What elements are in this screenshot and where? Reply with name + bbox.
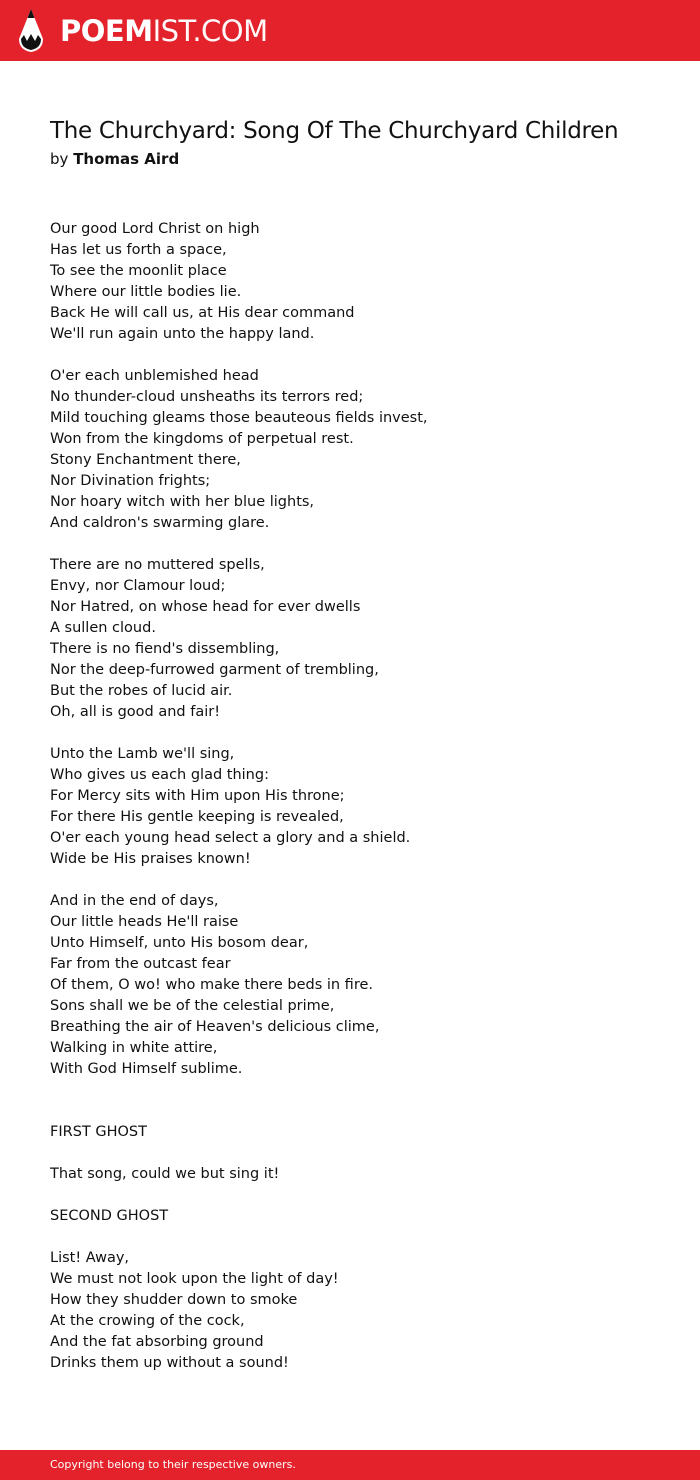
poem-stanza xyxy=(50,1164,670,1185)
poem-line: And the fat absorbing ground xyxy=(50,1334,264,1350)
poem-line: Walking in white attire, xyxy=(50,1040,218,1056)
poem-byline xyxy=(50,148,179,170)
poem-line: Has let us forth a space, xyxy=(50,242,227,258)
poem-line: Of them, O wo! who make there beds in fire. xyxy=(50,977,373,993)
poem-line: A sullen cloud. xyxy=(50,620,156,636)
poem-line: O'er each young head select a glory and a shield. xyxy=(50,830,411,846)
poem-line: And caldron's swarming glare. xyxy=(50,515,270,531)
poem-stanza xyxy=(50,1122,670,1143)
poem-line: No thunder-cloud unsheaths its terrors red; xyxy=(50,389,364,405)
stanza-gap xyxy=(50,1080,670,1101)
site-logo-text xyxy=(60,13,268,48)
poem-line: Nor Hatred, on whose head for ever dwells xyxy=(50,599,361,615)
poem-line: There are no muttered spells, xyxy=(50,557,265,573)
stanza-gap xyxy=(50,723,670,744)
poem-line: We must not look upon the light of day! xyxy=(50,1271,339,1287)
copyright-text: Copyright belong to their respective owners. xyxy=(50,1458,296,1471)
poem-stanza xyxy=(50,744,670,870)
stanza-gap xyxy=(50,1227,670,1248)
poem-line: With God Himself sublime. xyxy=(50,1061,243,1077)
poem-stanza xyxy=(50,366,670,534)
poem-line: For there His gentle keeping is revealed, xyxy=(50,809,344,825)
pencil-logo-icon xyxy=(16,8,46,54)
poem-line: How they shudder down to smoke xyxy=(50,1292,298,1308)
byline-prefix: by xyxy=(50,150,69,168)
poem-line: Oh, all is good and fair! xyxy=(50,704,221,720)
poem-line: Drinks them up without a sound! xyxy=(50,1355,289,1371)
poem-line: At the crowing of the cock, xyxy=(50,1313,245,1329)
poem-line: To see the moonlit place xyxy=(50,263,227,279)
poem-line: O'er each unblemished head xyxy=(50,368,259,384)
stanza-gap xyxy=(50,870,670,891)
poem-stanza xyxy=(50,1248,670,1374)
poem-line: But the robes of lucid air. xyxy=(50,683,233,699)
poem-line: List! Away, xyxy=(50,1250,130,1266)
logo-text-bold: POEM xyxy=(60,13,153,48)
poem-line: There is no fiend's dissembling, xyxy=(50,641,280,657)
stanza-gap xyxy=(50,1185,670,1206)
poem-line: SECOND GHOST xyxy=(50,1208,169,1224)
poem-stanza xyxy=(50,891,670,1080)
poem-line: For Mercy sits with Him upon His throne; xyxy=(50,788,345,804)
poem-line: Back He will call us, at His dear command xyxy=(50,305,355,321)
poem-stanza xyxy=(50,1206,670,1227)
author-link[interactable]: Thomas Aird xyxy=(73,150,180,168)
poem-line: Unto Himself, unto His bosom dear, xyxy=(50,935,309,951)
poem-stanza xyxy=(50,555,670,723)
poem-line: Stony Enchantment there, xyxy=(50,452,241,468)
poem-line: Nor hoary witch with her blue lights, xyxy=(50,494,315,510)
poem-line: And in the end of days, xyxy=(50,893,219,909)
poem-line: Nor Divination frights; xyxy=(50,473,211,489)
poem-line: Far from the outcast fear xyxy=(50,956,231,972)
poem-line: Where our little bodies lie. xyxy=(50,284,242,300)
poem-line: Wide be His praises known! xyxy=(50,851,251,867)
stanza-gap xyxy=(50,345,670,366)
poem-line: Our good Lord Christ on high xyxy=(50,221,260,237)
poem-line: Who gives us each glad thing: xyxy=(50,767,269,783)
site-header xyxy=(0,0,700,61)
poem-body xyxy=(50,219,670,1374)
site-logo[interactable] xyxy=(16,8,268,54)
poem-line: FIRST GHOST xyxy=(50,1124,147,1140)
poem-line: Our little heads He'll raise xyxy=(50,914,239,930)
poem-line: Nor the deep-furrowed garment of trembling, xyxy=(50,662,379,678)
stanza-gap xyxy=(50,1143,670,1164)
stanza-gap xyxy=(50,534,670,555)
poem-line: We'll run again unto the happy land. xyxy=(50,326,315,342)
stanza-gap xyxy=(50,1101,670,1122)
poem-line: That song, could we but sing it! xyxy=(50,1166,280,1182)
poem-line: Breathing the air of Heaven's delicious clime, xyxy=(50,1019,380,1035)
poem-line: Won from the kingdoms of perpetual rest. xyxy=(50,431,354,447)
poem-line: Mild touching gleams those beauteous fields invest, xyxy=(50,410,428,426)
poem-line: Unto the Lamb we'll sing, xyxy=(50,746,235,762)
poem-stanza xyxy=(50,219,670,345)
poem-line: Sons shall we be of the celestial prime, xyxy=(50,998,335,1014)
logo-text-light: IST.COM xyxy=(152,13,268,48)
site-footer xyxy=(0,1450,700,1480)
poem-line: Envy, nor Clamour loud; xyxy=(50,578,226,594)
poem-title: The Churchyard: Song Of The Churchyard Children xyxy=(50,118,619,144)
